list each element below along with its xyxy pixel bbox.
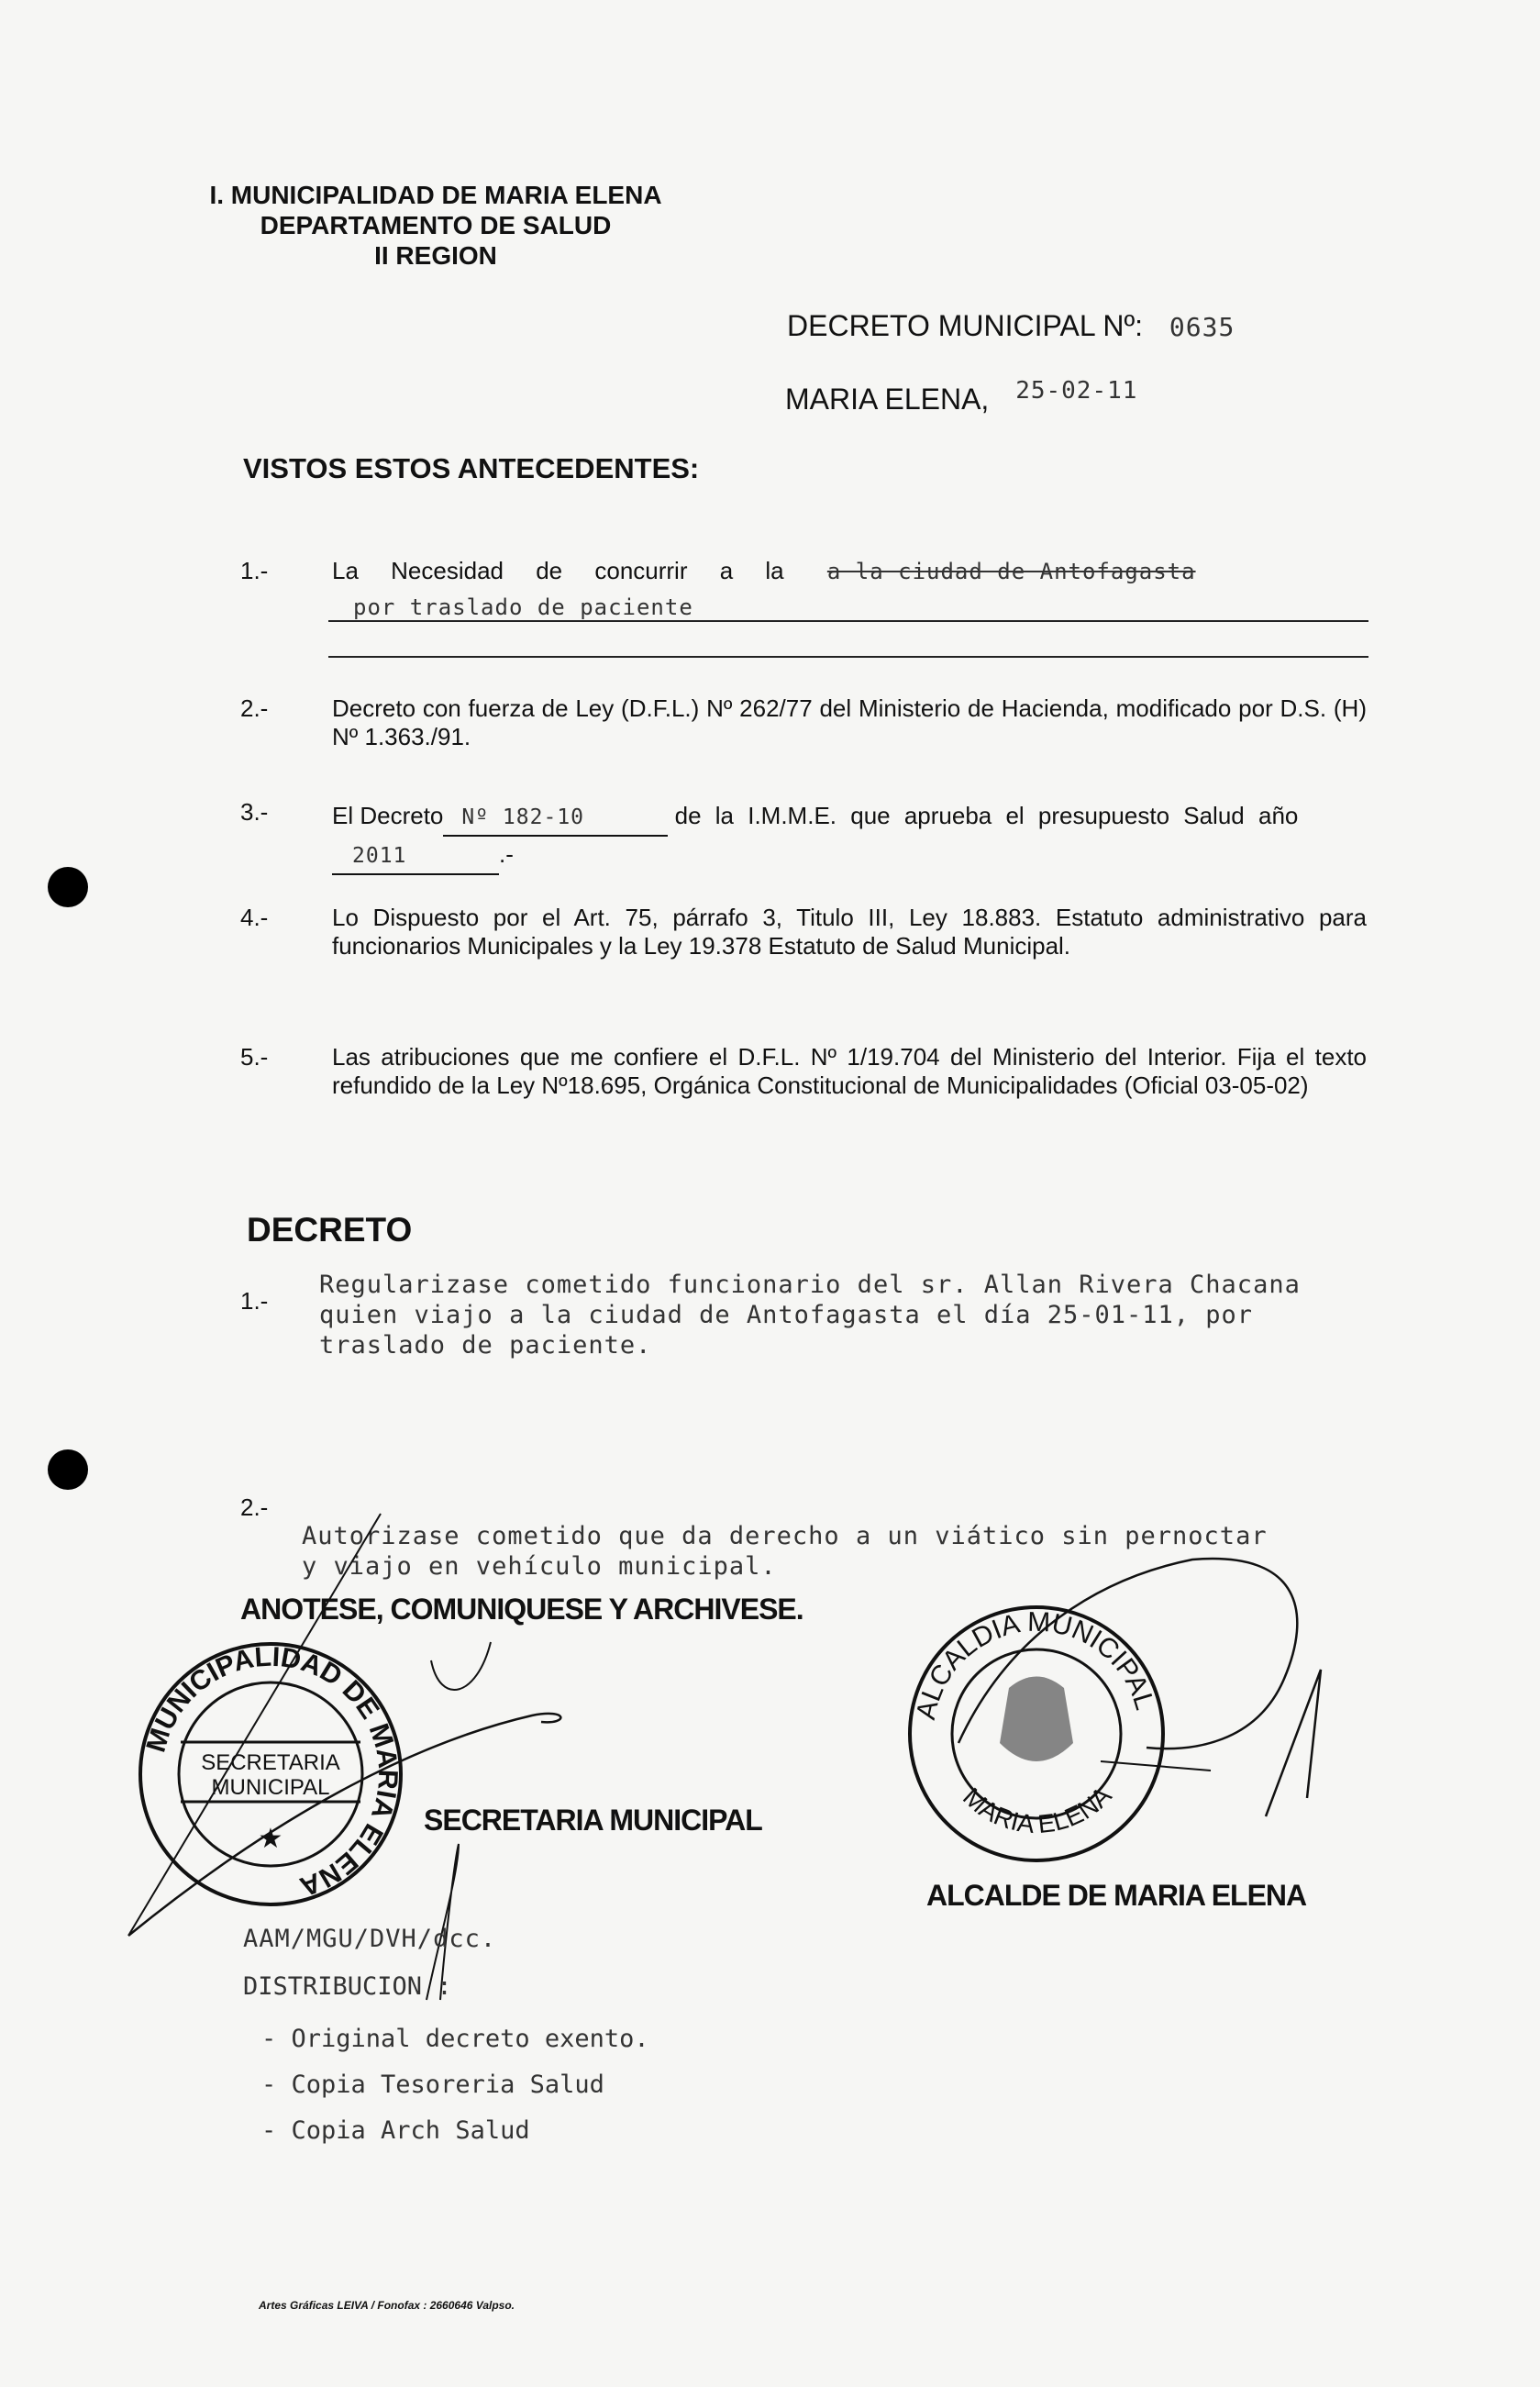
closing-formula: ANOTESE, COMUNIQUESE Y ARCHIVESE. <box>240 1593 803 1626</box>
vistos-item-number: 3.- <box>240 798 269 826</box>
svg-text:ALCALDIA MUNICIPAL: ALCALDIA MUNICIPAL <box>911 1606 1160 1723</box>
text-line: quien viajo a la ciudad de Antofagasta el día 25-01-11, por <box>319 1301 1254 1329</box>
decree-date: 25-02-11 <box>1015 377 1138 405</box>
vistos-item-2: Decreto con fuerza de Ley (D.F.L.) Nº 262/77 del Ministerio de Hacienda, modificado por D.S. (H) Nº 1.363./91. <box>332 694 1367 750</box>
vistos-item-number: 5.- <box>240 1043 269 1071</box>
decree-number: 0635 <box>1169 312 1235 342</box>
vistos-item-3 <box>332 798 1367 875</box>
item-text: .- <box>499 840 514 868</box>
decreto-item-number: 1.- <box>240 1287 269 1315</box>
letterhead-line3: II REGION <box>374 241 497 270</box>
text-line: Autorizase cometido que da derecho a un viático sin pernoctar <box>302 1522 1268 1550</box>
coat-of-arms-icon <box>1000 1677 1073 1762</box>
struck-fill: a la ciudad de Antofagasta <box>826 559 1196 584</box>
distribution-item: - Original decreto exento. <box>261 2025 649 2053</box>
item-text: La Necesidad de concurrir a la <box>332 557 784 584</box>
fill-line <box>328 620 1368 622</box>
place-label: MARIA ELENA, <box>785 383 990 416</box>
text-line: y viajo en vehículo municipal. <box>302 1552 777 1581</box>
punch-hole <box>48 1449 88 1490</box>
decree-number-line <box>787 309 1235 343</box>
distribution-list <box>261 2016 649 2154</box>
vistos-title: VISTOS ESTOS ANTECEDENTES: <box>243 452 700 484</box>
secretaria-stamp <box>133 1637 408 1912</box>
year-fill: 2011 <box>332 838 499 875</box>
letterhead <box>179 180 692 271</box>
vistos-item-number: 1.- <box>240 557 269 584</box>
vistos-item-5: Las atribuciones que me confiere el D.F.L. Nº 1/19.704 del Ministerio del Interior. Fija el texto refundido de la Ley Nº18.695, Orgánica Constitucional de Municipalidades (Oficial 03-05-02) <box>332 1043 1367 1099</box>
letterhead-line2: DEPARTAMENTO DE SALUD <box>260 211 612 239</box>
distribution-title: DISTRIBUCION : <box>243 1972 452 2001</box>
decree-ref-fill: Nº 182-10 <box>443 800 668 837</box>
decree-date-line <box>785 377 1138 416</box>
item1-fill-line: por traslado de paciente <box>353 594 693 620</box>
decreto-title: DECRETO <box>247 1211 413 1249</box>
svg-text:MUNICIPAL: MUNICIPAL <box>211 1775 330 1800</box>
alcaldia-stamp <box>903 1601 1169 1867</box>
printer-footer: Artes Gráficas LEIVA / Fonofax : 2660646 Valpso. <box>259 2299 515 2312</box>
vistos-item-number: 2.- <box>240 694 269 722</box>
decreto-item-number: 2.- <box>240 1493 269 1521</box>
vistos-item-1 <box>332 557 1367 586</box>
item-text: El Decreto <box>332 802 444 829</box>
decreto-item-2 <box>302 1521 1268 1582</box>
text-line: Regularizase cometido funcionario del sr. Allan Rivera Chacana <box>319 1271 1301 1299</box>
vistos-item-4: Lo Dispuesto por el Art. 75, párrafo 3, Titulo III, Ley 18.883. Estatuto administrativo para funcionarios Municipales y la Ley 19.378 Estatuto de Salud Municipal. <box>332 904 1367 960</box>
vistos-item-number: 4.- <box>240 904 269 931</box>
distribution-item: - Copia Tesoreria Salud <box>261 2071 604 2099</box>
punch-hole <box>48 867 88 907</box>
svg-text:MARIA ELENA: MARIA ELENA <box>958 1781 1117 1839</box>
distribution-item: - Copia Arch Salud <box>261 2116 530 2145</box>
initials: AAM/MGU/DVH/dcc. <box>243 1925 497 1953</box>
star-icon: ★ <box>258 1824 283 1854</box>
right-signature-title: ALCALDE DE MARIA ELENA <box>926 1879 1307 1912</box>
svg-text:MUNICIPALIDAD DE MARIA ELENA: MUNICIPALIDAD DE MARIA ELENA <box>140 1641 404 1903</box>
decree-number-label: DECRETO MUNICIPAL Nº: <box>787 309 1144 342</box>
decreto-item-1 <box>319 1270 1301 1360</box>
text-line: traslado de paciente. <box>319 1331 652 1360</box>
svg-text:SECRETARIA: SECRETARIA <box>201 1750 340 1775</box>
letterhead-line1: I. MUNICIPALIDAD DE MARIA ELENA <box>209 181 662 209</box>
item-text: de la I.M.M.E. que aprueba el presupuesto Salud año <box>674 802 1299 829</box>
fill-line <box>328 656 1368 658</box>
left-signature-title: SECRETARIA MUNICIPAL <box>424 1804 762 1837</box>
